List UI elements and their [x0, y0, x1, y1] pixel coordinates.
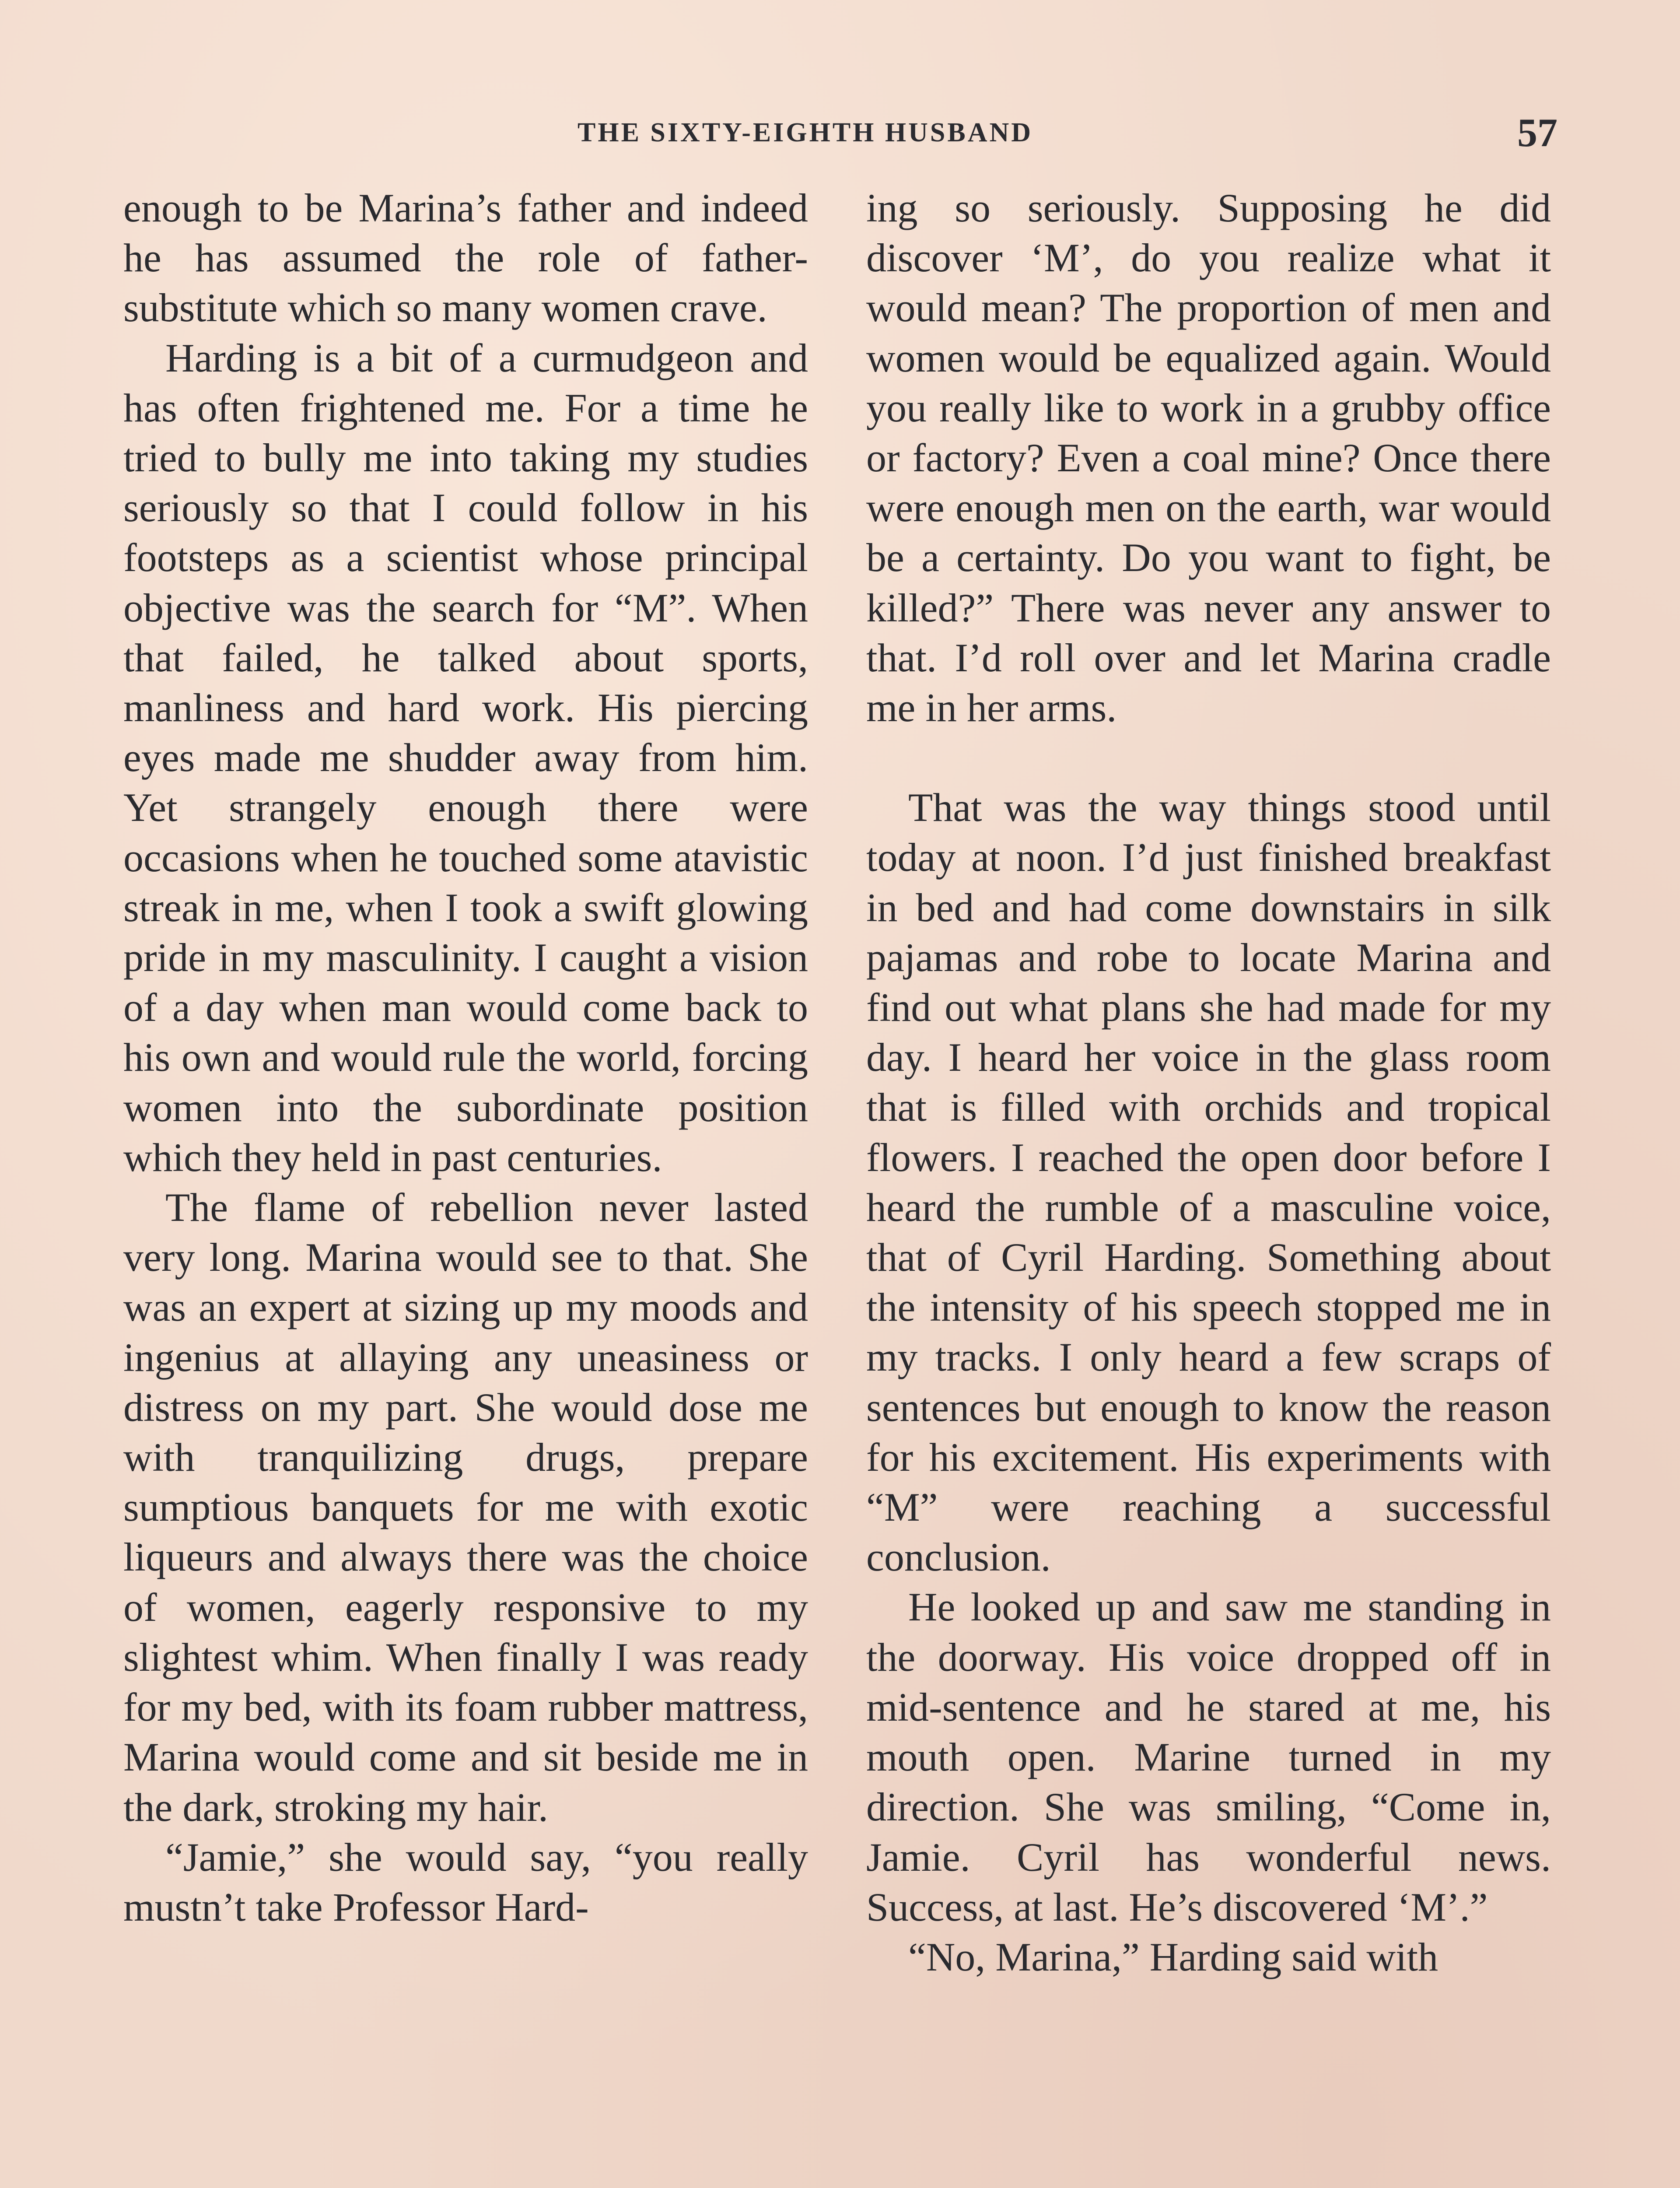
paragraph: “Jamie,” she would say, “you really mustn’t take Professor Hard-: [123, 1834, 808, 1929]
paragraph: ing so seriously. Supposing he did discover ‘M’, do you realize what it would mean? The proportion of men and women would be equalized again. Would you really like to work in a grubby office or factory? Even a coal mine? Once there were enough men on the earth, war would be a certainty. Do you want to fight, be killed?” There was never any answer to that. I’d roll over and let Marina cradle me in her arms.: [866, 186, 1551, 730]
left-text-column: [123, 183, 808, 1932]
paragraph: That was the way things stood until today at noon. I’d just finished breakfast in bed and had come downstairs in silk pajamas and robe to locate Marina and find out what plans she had made for my day. I heard her voice in the glass room that is filled with orchids and tropical flowers. I reached the open door before I heard the rumble of a masculine voice, that of Cyril Harding. Something about the intensity of his speech stopped me in my tracks. I only heard a few scraps of sentences but enough to know the reason for his excitement. His experiments with “M” were reaching a successful conclusion.: [866, 785, 1551, 1580]
paragraph: The flame of rebellion never lasted very long. Marina would see to that. She was an expert at sizing up my moods and ingenius at allaying any uneasiness or distress on my part. She would dose me with tranquilizing drugs, prepare sumptious banquets for me with exotic liqueurs and always there was the choice of women, eagerly responsive to my slightest whim. When finally I was ready for my bed, with its foam rubber mattress, Marina would come and sit beside me in the dark, stroking my hair.: [123, 1185, 808, 1830]
page-number: 57: [1517, 110, 1558, 155]
paragraph: Harding is a bit of a curmudgeon and has often frightened me. For a time he tried to bully me into taking my studies seriously so that I could follow in his footsteps as a scientist whose principal objective was the search for “M”. When that failed, he talked about sports, manliness and hard work. His piercing eyes made me shudder away from him. Yet strangely enough there were occasions when he touched some atavistic streak in me, when I took a swift glowing pride in my masculinity. I caught a vision of a day when man would come back to his own and would rule the world, forcing women into the subordinate position which they held in past centuries.: [123, 335, 808, 1180]
paragraph: “No, Marina,” Harding said with: [908, 1934, 1438, 1979]
running-head-title: THE SIXTY-EIGHTH HUSBAND: [578, 118, 1033, 147]
paragraph: He looked up and saw me standing in the doorway. His voice dropped off in mid-sentence and he stared at me, his mouth open. Marine turned in my direction. She was smiling, “Come in, Jamie. Cyril has wonderful news. Success, at last. He’s discovered ‘M’.”: [866, 1585, 1551, 1929]
paragraph: enough to be Marina’s father and indeed he has assumed the role of father-substitute which so many women crave.: [123, 186, 808, 330]
right-text-column: [866, 183, 1551, 1982]
